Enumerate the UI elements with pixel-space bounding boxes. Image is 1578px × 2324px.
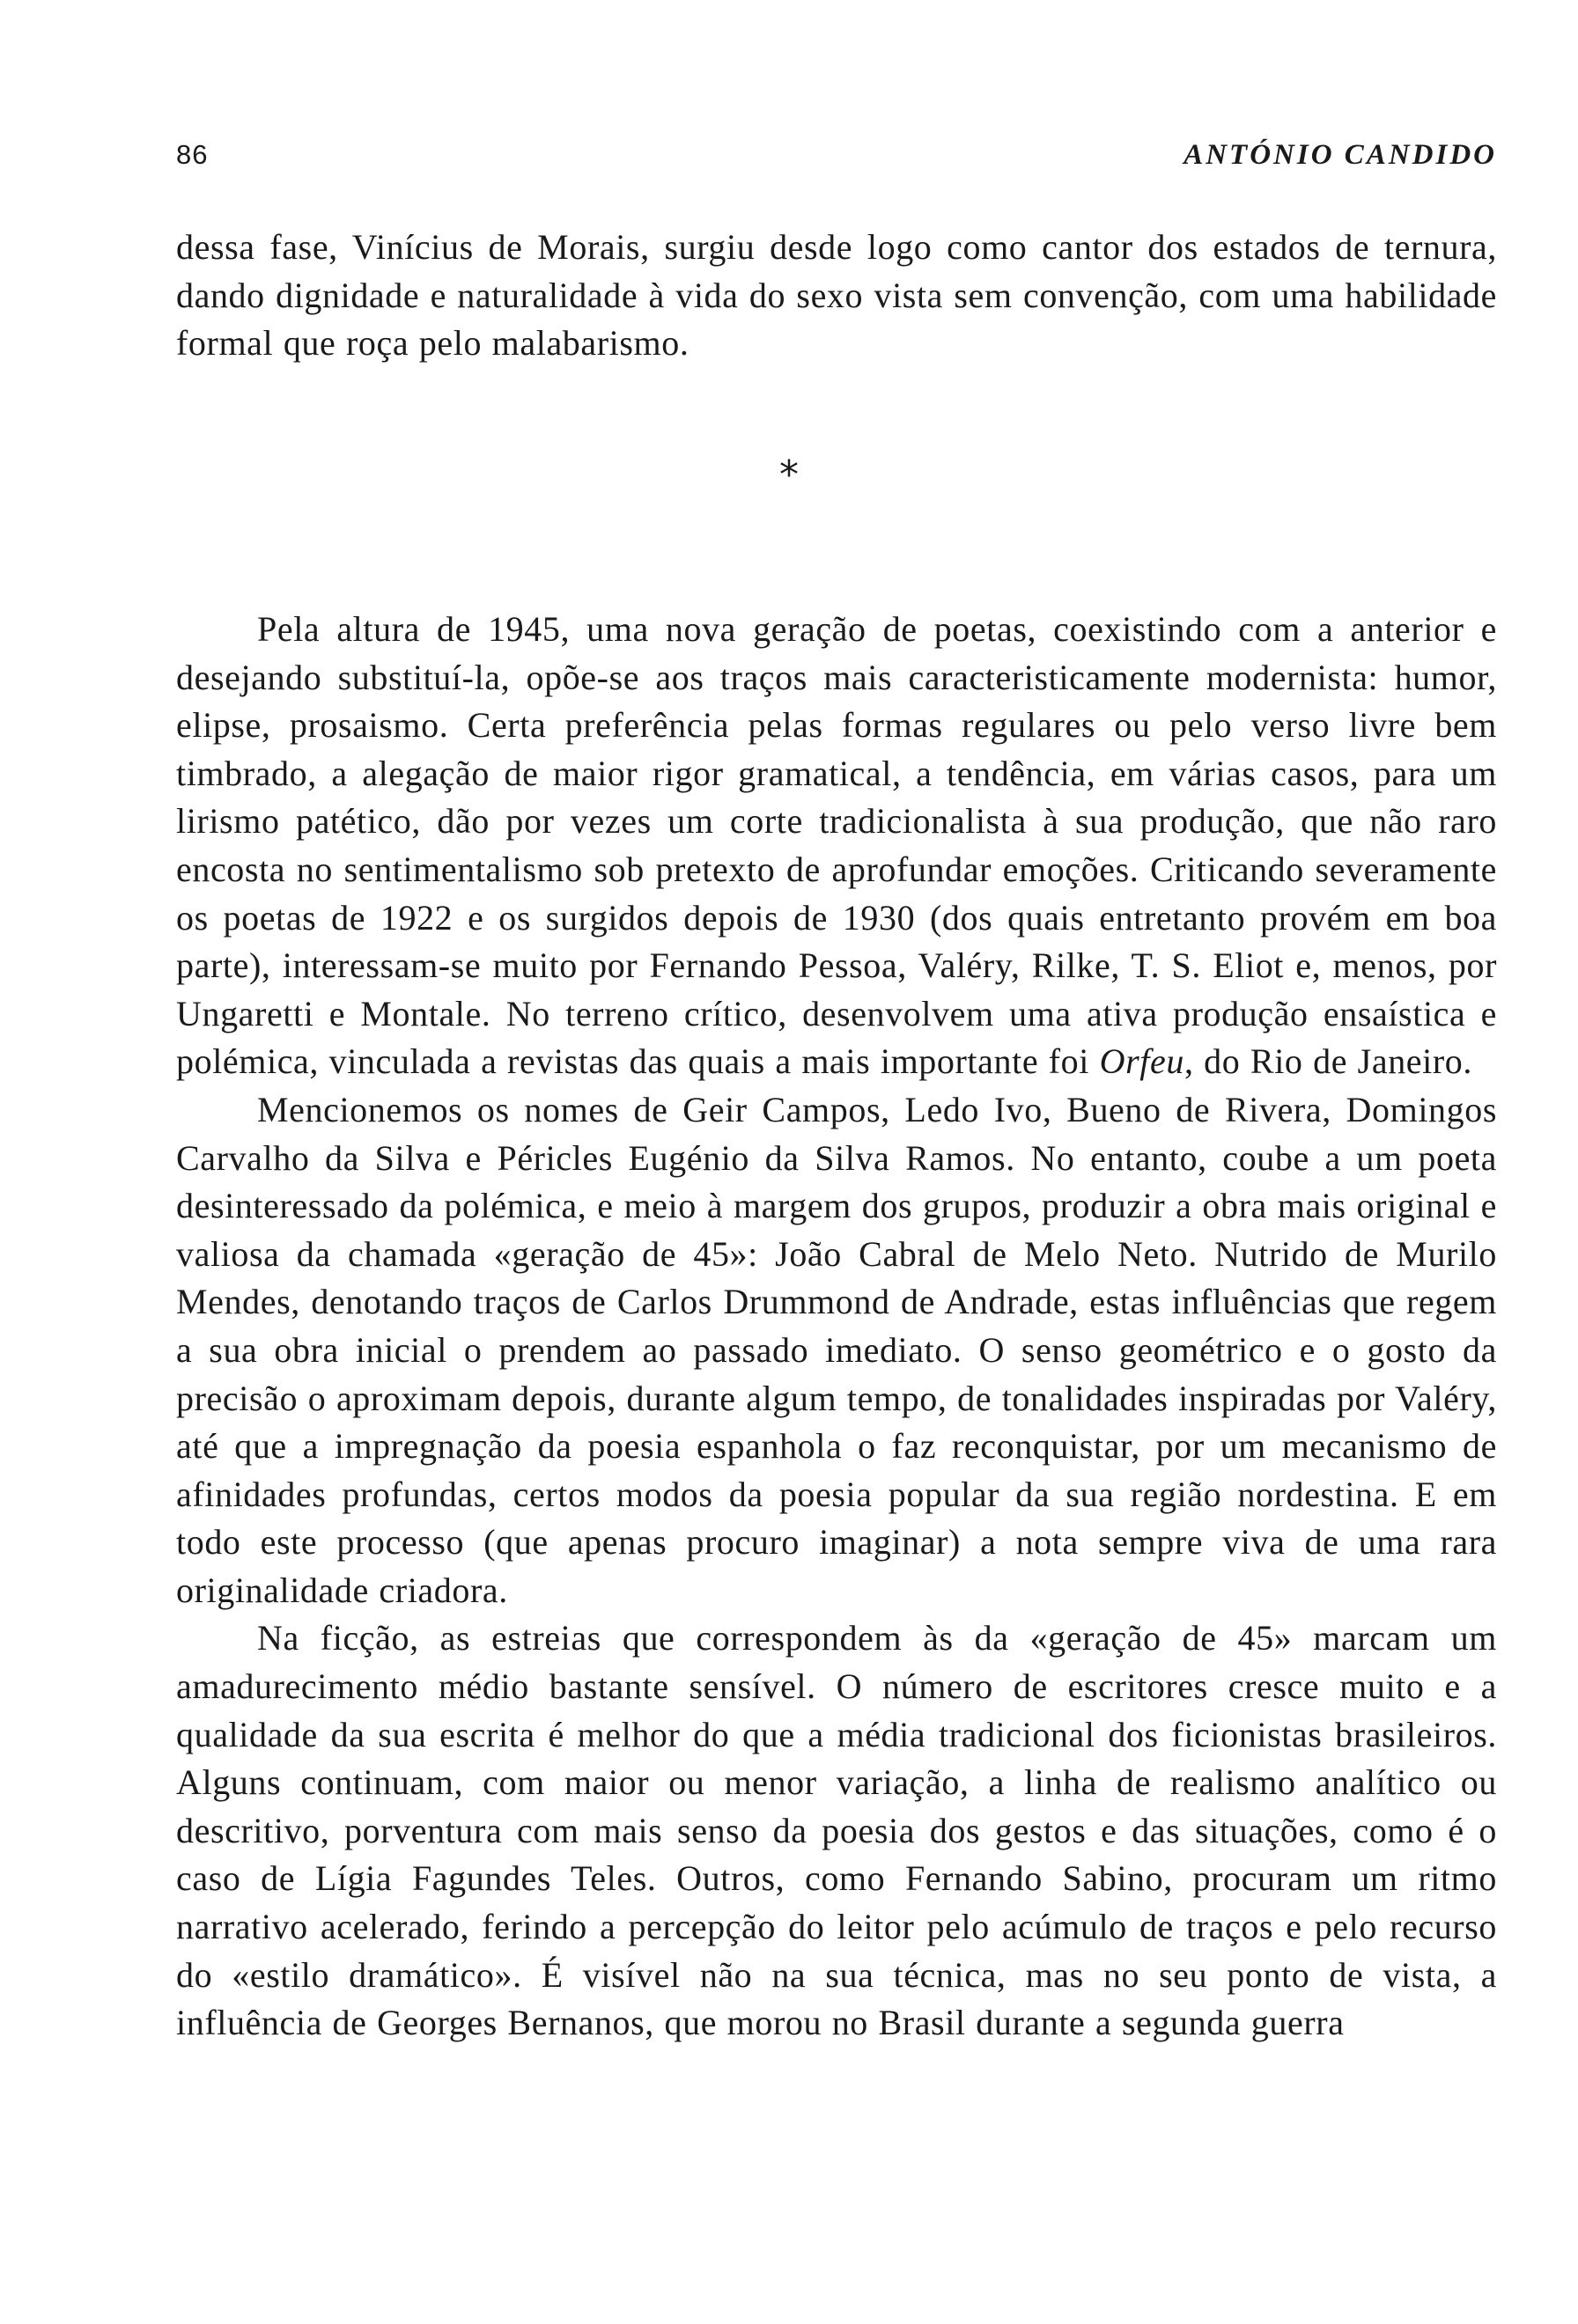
opening-fragment — [176, 224, 1497, 368]
paragraph-joao-cabral: Mencionemos os nomes de Geir Campos, Ledo Ivo, Bueno de Rivera, Domingos Carvalho da Silva e Péricles Eugénio da Silva Ramos. No entanto, coube a um poeta desinteressado da polémica, e meio à margem dos grupos, produzir a obra mais original e valiosa da chamada «geração de 45»: João Cabral de Melo Neto. Nutrido de Murilo Mendes, denotando traços de Carlos Drummond de Andrade, estas influências que regem a sua obra inicial o prendem ao passado imediato. O senso geométrico e o gosto da precisão o aproximam depois, durante algum tempo, de tonalidades inspiradas por Valéry, até que a impregnação da poesia espanhola o faz reconquistar, por um mecanismo de afinidades profundas, certos modos da poesia popular da sua região nordestina. E em todo este processo (que apenas procuro imaginar) a nota sempre viva de uma rara originalidade criadora. — [176, 1089, 1497, 1610]
main-text — [176, 606, 1497, 2048]
page-header — [176, 139, 1497, 183]
paragraph-text-end: , do Rio de Janeiro. — [1184, 1041, 1472, 1082]
running-head-author: ANTÓNIO CANDIDO — [1184, 139, 1497, 171]
paragraph-text: Pela altura de 1945, uma nova geração de poetas, coexistindo com a anterior e desejando substituí-la, opõe-se aos traços mais caracteristicamente modernista: humor, elipse, prosaismo. Certa preferência pelas formas regulares ou pelo verso livre bem timbrado, a alegação de maior rigor gramatical, a tendência, em várias casos, para um lirismo patético, dão por vezes um corte tradicionalista à sua produção, que não raro encosta no sentimentalismo sob pretexto de aprofundar emoções. Criticando severamente os poetas de 1922 e os surgidos depois de 1930 (dos quais entretanto provém em boa parte), interessam-se muito por Fernando Pessoa, Valéry, Rilke, T. S. Eliot e, menos, por Ungaretti e Montale. No terreno crítico, desenvolvem uma ativa produção ensaística e polémica, vinculada a revistas das quais a mais importante foi — [176, 609, 1497, 1082]
journal-title-orfeu: Orfeu — [1099, 1041, 1184, 1082]
page-number: 86 — [176, 139, 209, 170]
section-separator: * — [779, 452, 799, 497]
paragraph-continued: dessa fase, Vinícius de Morais, surgiu desde logo como cantor dos estados de ternura, dando dignidade e naturalidade à vida do sexo vista sem convenção, com uma habilidade formal que roça pelo malabarismo. — [176, 227, 1497, 364]
paragraph-fiction: Na ficção, as estreias que correspondem às da «geração de 45» marcam um amadurecimento médio bastante sensível. O número de escritores cresce muito e a qualidade da sua escrita é melhor do que a média tradicional dos ficionistas brasileiros. Alguns continuam, com maior ou menor variação, a linha de realismo analítico ou descritivo, porventura com mais senso da poesia dos gestos e das situações, como é o caso de Lígia Fagundes Teles. Outros, como Fernando Sabino, procuram um ritmo narrativo acelerado, ferindo a percepção do leitor pelo acúmulo de traços e pelo recurso do «estilo dramático». É visível não na sua técnica, mas no seu ponto de vista, a influência de Georges Bernanos, que morou no Brasil durante a segunda guerra — [176, 1618, 1497, 2043]
paragraph-generation-45 — [176, 606, 1497, 1086]
